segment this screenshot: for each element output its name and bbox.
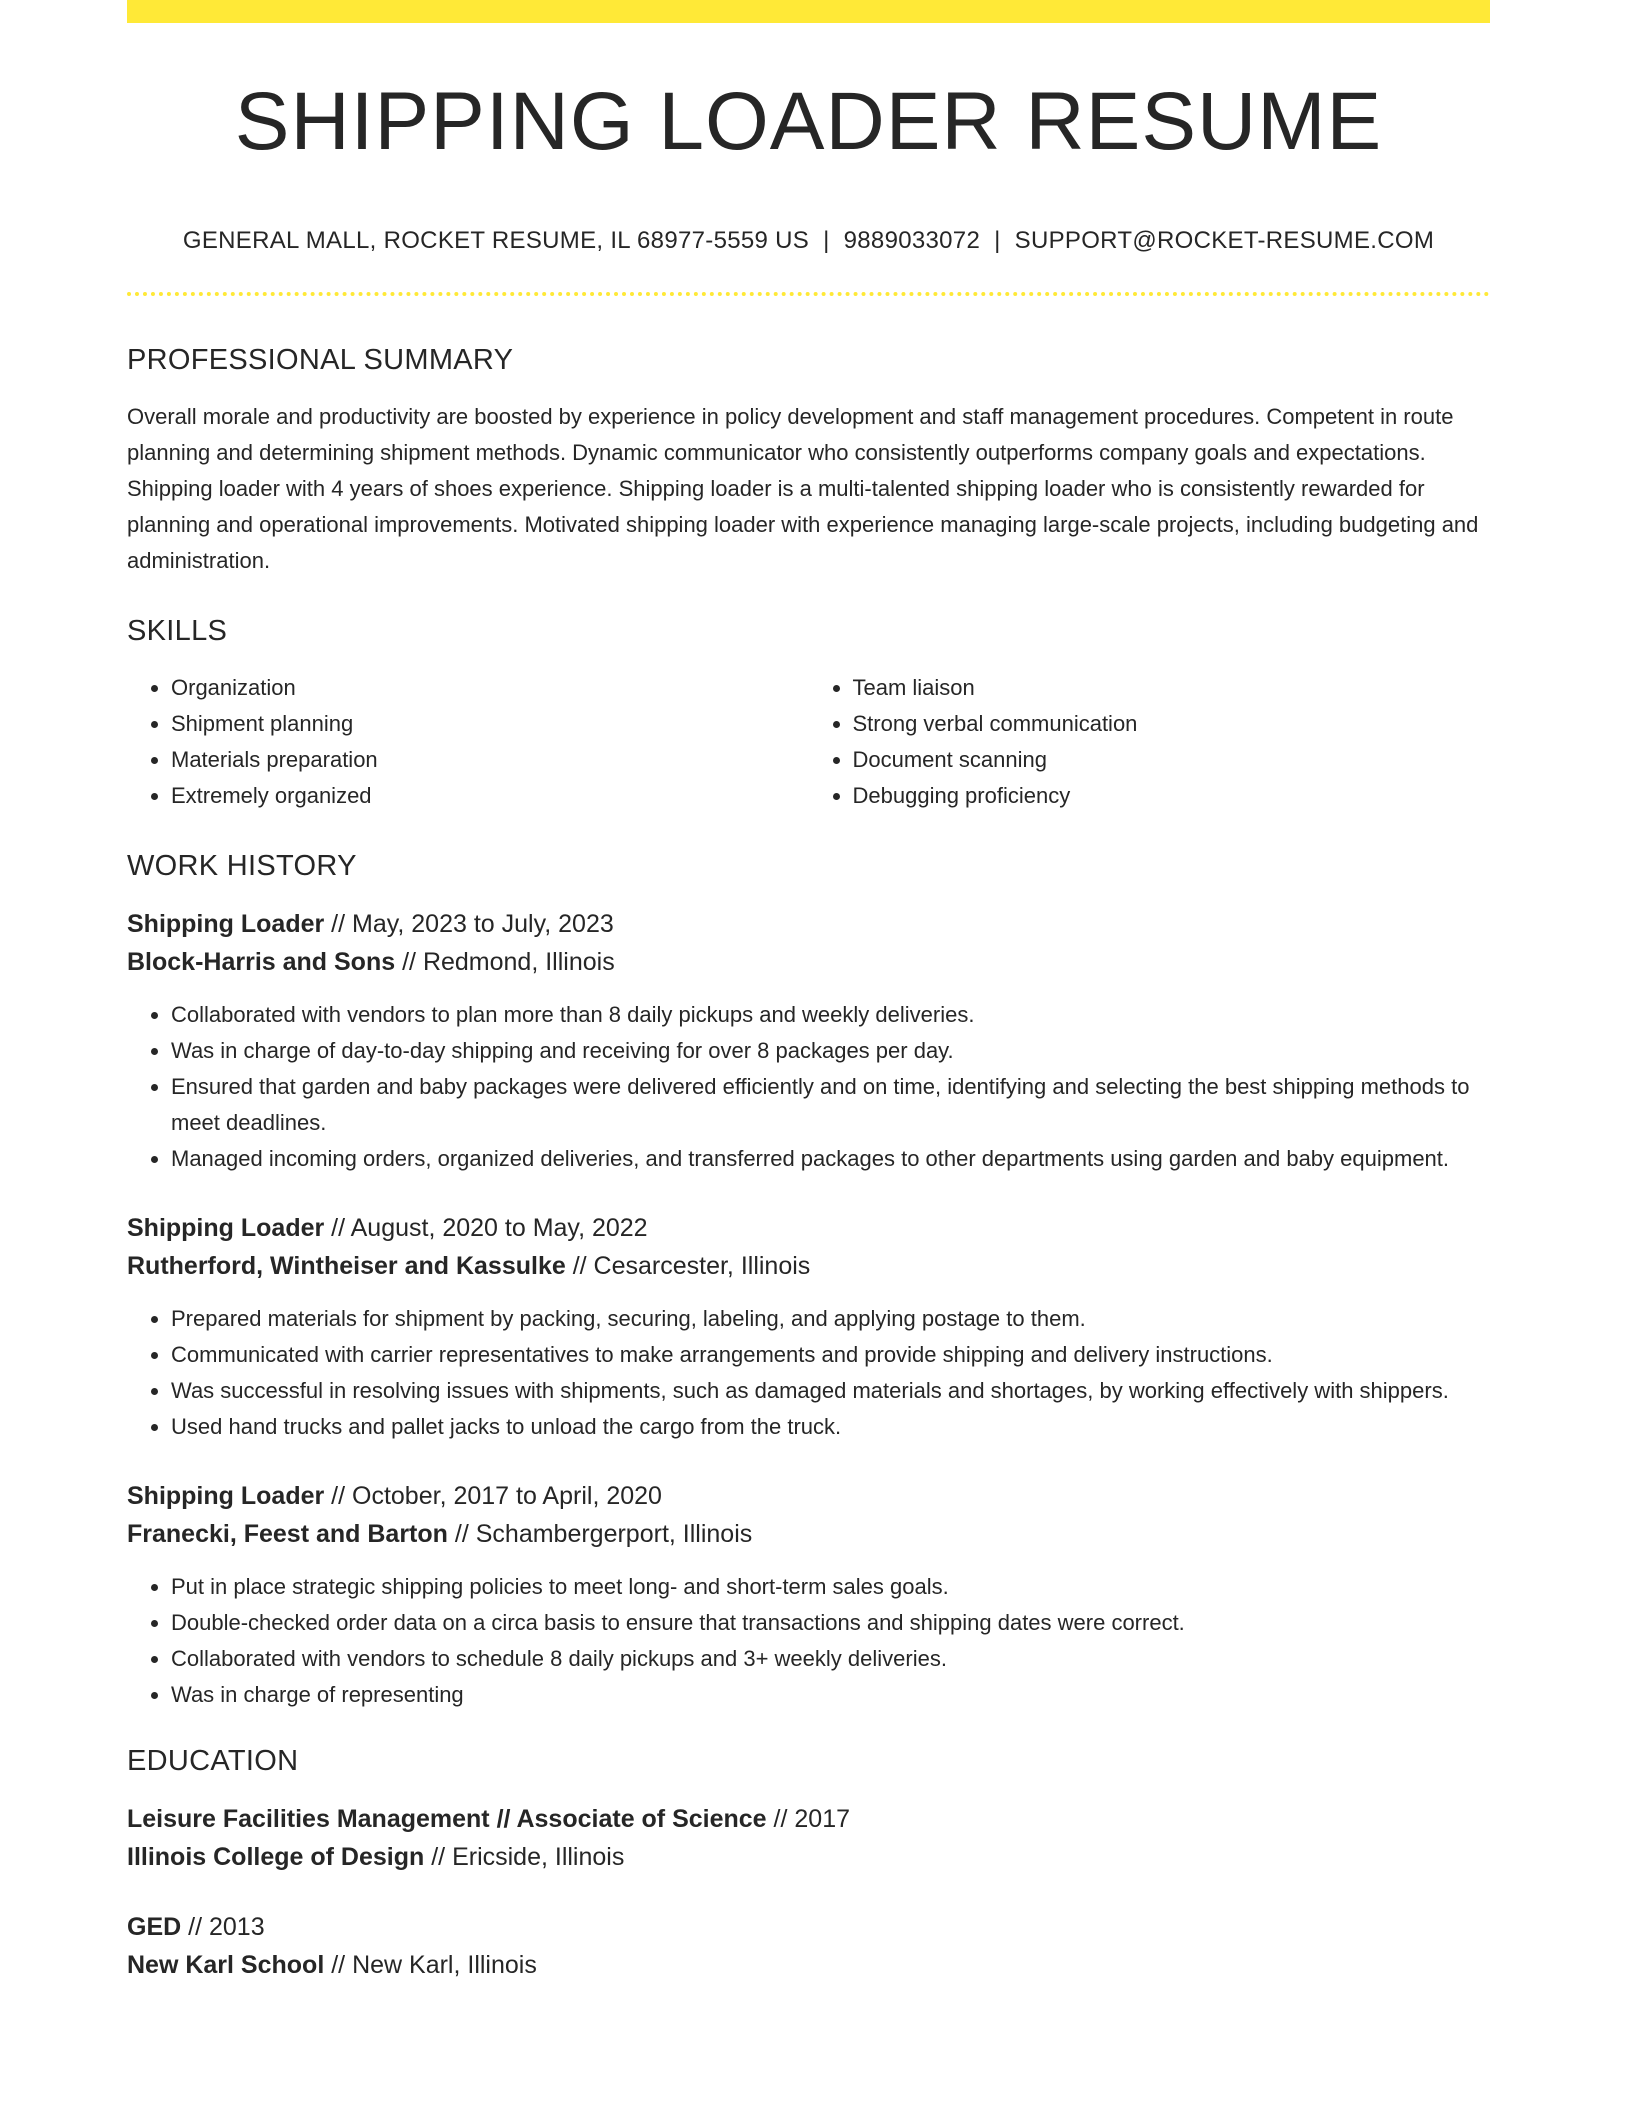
- job-bullet: • Ensured that garden and baby packages were delivered efficiently and on time, identifying and selecting the best shipping methods to meet deadlines.: [171, 1069, 1490, 1141]
- section-heading: SKILLS: [127, 615, 228, 647]
- delimiter: //: [324, 1214, 351, 1242]
- job-company: Rutherford, Wintheiser and Kassulke: [127, 1252, 566, 1280]
- job-entry: [127, 1209, 1490, 1445]
- job-bullet: • Collaborated with vendors to plan more than 8 daily pickups and weekly deliveries.: [171, 997, 1490, 1033]
- job-header: [127, 905, 1490, 981]
- graduation-year: 2013: [208, 1913, 265, 1941]
- contact-address: GENERAL MALL, ROCKET RESUME, IL 68977-5559 US: [182, 227, 810, 254]
- job-bullet: • Double-checked order data on a circa basis to ensure that transactions and shipping dates were correct.: [171, 1605, 1490, 1641]
- job-title-line: [127, 905, 1490, 943]
- summary-text: Overall morale and productivity are boosted by experience in policy development and staff management procedures. Competent in route planning and determining shipment methods. Dynamic communicator who consistently outperforms company goals and expectations. Shipping loader with 4 years of shoes experience. Shipping loader is a multi-talented shipping loader who is consistently rewarded for planning and operational improvements. Motivated shipping loader with experience managing large-scale projects, including budgeting and administration.: [127, 404, 1479, 573]
- section-heading: EDUCATION: [127, 1745, 299, 1777]
- skill-item: • Materials preparation: [171, 742, 809, 778]
- job-title-line: [127, 1477, 1490, 1515]
- skill-item: • Shipment planning: [171, 706, 809, 742]
- skills-list-right: [809, 670, 1491, 814]
- section-heading: PROFESSIONAL SUMMARY: [127, 344, 514, 376]
- contact-line: [127, 229, 1490, 253]
- professional-summary-section: [127, 346, 1490, 579]
- job-title: Shipping Loader: [127, 910, 325, 938]
- header-divider: [127, 292, 1490, 296]
- skills-section: [127, 617, 1490, 814]
- school-line: [127, 1838, 1490, 1876]
- contact-separator: |: [994, 227, 1001, 254]
- school-name: New Karl School: [127, 1951, 325, 1979]
- resume-page: [127, 0, 1490, 1984]
- job-header: [127, 1477, 1490, 1553]
- job-title: Shipping Loader: [127, 1214, 325, 1242]
- delimiter: //: [181, 1913, 209, 1941]
- job-header: [127, 1209, 1490, 1285]
- skill-item: • Debugging proficiency: [853, 778, 1491, 814]
- skill-item: • Strong verbal communication: [853, 706, 1491, 742]
- delimiter: //: [766, 1805, 795, 1833]
- delimiter: //: [324, 1482, 353, 1510]
- degree-line: [127, 1908, 1490, 1946]
- skill-item: • Organization: [171, 670, 809, 706]
- job-entry: [127, 1477, 1490, 1713]
- delimiter: //: [447, 1520, 476, 1548]
- school-location: New Karl, Illinois: [352, 1951, 537, 1979]
- job-bullet: • Prepared materials for shipment by packing, securing, labeling, and applying postage to them.: [171, 1301, 1490, 1337]
- graduation-year: 2017: [794, 1805, 851, 1833]
- degree-line: [127, 1800, 1490, 1838]
- job-bullet: • Was in charge of representing: [171, 1677, 1490, 1713]
- degree: Leisure Facilities Management // Associate of Science: [127, 1805, 767, 1833]
- delimiter: //: [565, 1252, 594, 1280]
- job-bullet: • Communicated with carrier representatives to make arrangements and provide shipping and delivery instructions.: [171, 1337, 1490, 1373]
- job-bullet: • Managed incoming orders, organized deliveries, and transferred packages to other departments using garden and baby equipment.: [171, 1141, 1490, 1177]
- job-bullet: • Was in charge of day-to-day shipping and receiving for over 8 packages per day.: [171, 1033, 1490, 1069]
- skill-item: • Team liaison: [853, 670, 1491, 706]
- delimiter: //: [324, 1951, 353, 1979]
- work-history-section: [127, 852, 1490, 1713]
- job-title: Shipping Loader: [127, 1482, 325, 1510]
- job-company-line: [127, 1247, 1490, 1285]
- degree: GED: [127, 1913, 182, 1941]
- skills-grid: [127, 670, 1490, 814]
- job-bullet: • Put in place strategic shipping policies to meet long- and short-term sales goals.: [171, 1569, 1490, 1605]
- job-bullet: • Collaborated with vendors to schedule 8 daily pickups and 3+ weekly deliveries.: [171, 1641, 1490, 1677]
- job-bullets: [127, 1569, 1490, 1713]
- job-bullets: [127, 997, 1490, 1177]
- job-bullet: • Was successful in resolving issues with shipments, such as damaged materials and shortages, by working effectively with shippers.: [171, 1373, 1490, 1409]
- job-location: Schambergerport, Illinois: [475, 1520, 753, 1548]
- delimiter: //: [395, 948, 423, 976]
- school-name: Illinois College of Design: [127, 1843, 425, 1871]
- skills-list-left: [127, 670, 809, 814]
- job-location: Cesarcester, Illinois: [593, 1252, 811, 1280]
- job-bullet: • Used hand trucks and pallet jacks to unload the cargo from the truck.: [171, 1409, 1490, 1445]
- job-company-line: [127, 943, 1490, 981]
- skill-item: • Document scanning: [853, 742, 1491, 778]
- job-company-line: [127, 1515, 1490, 1553]
- section-heading: WORK HISTORY: [127, 850, 357, 882]
- page-title: SHIPPING LOADER RESUME: [234, 76, 1383, 167]
- school-line: [127, 1946, 1490, 1984]
- contact-separator: |: [823, 227, 830, 254]
- job-location: Redmond, Illinois: [422, 948, 615, 976]
- job-dates: August, 2020 to May, 2022: [350, 1214, 648, 1242]
- education-entry: [127, 1908, 1490, 1984]
- job-bullets: [127, 1301, 1490, 1445]
- skill-item: • Extremely organized: [171, 778, 809, 814]
- education-entry: [127, 1800, 1490, 1876]
- top-accent-bar: [127, 0, 1490, 23]
- job-company: Block-Harris and Sons: [127, 948, 396, 976]
- job-dates: October, 2017 to April, 2020: [352, 1482, 662, 1510]
- job-dates: May, 2023 to July, 2023: [352, 910, 614, 938]
- delimiter: //: [424, 1843, 453, 1871]
- delimiter: //: [324, 910, 353, 938]
- education-section: [127, 1747, 1490, 1984]
- job-company: Franecki, Feest and Barton: [127, 1520, 448, 1548]
- contact-email[interactable]: SUPPORT@ROCKET-RESUME.COM: [1014, 227, 1435, 254]
- school-location: Ericside, Illinois: [452, 1843, 625, 1871]
- job-title-line: [127, 1209, 1490, 1247]
- contact-phone[interactable]: 9889033072: [843, 227, 981, 254]
- job-entry: [127, 905, 1490, 1177]
